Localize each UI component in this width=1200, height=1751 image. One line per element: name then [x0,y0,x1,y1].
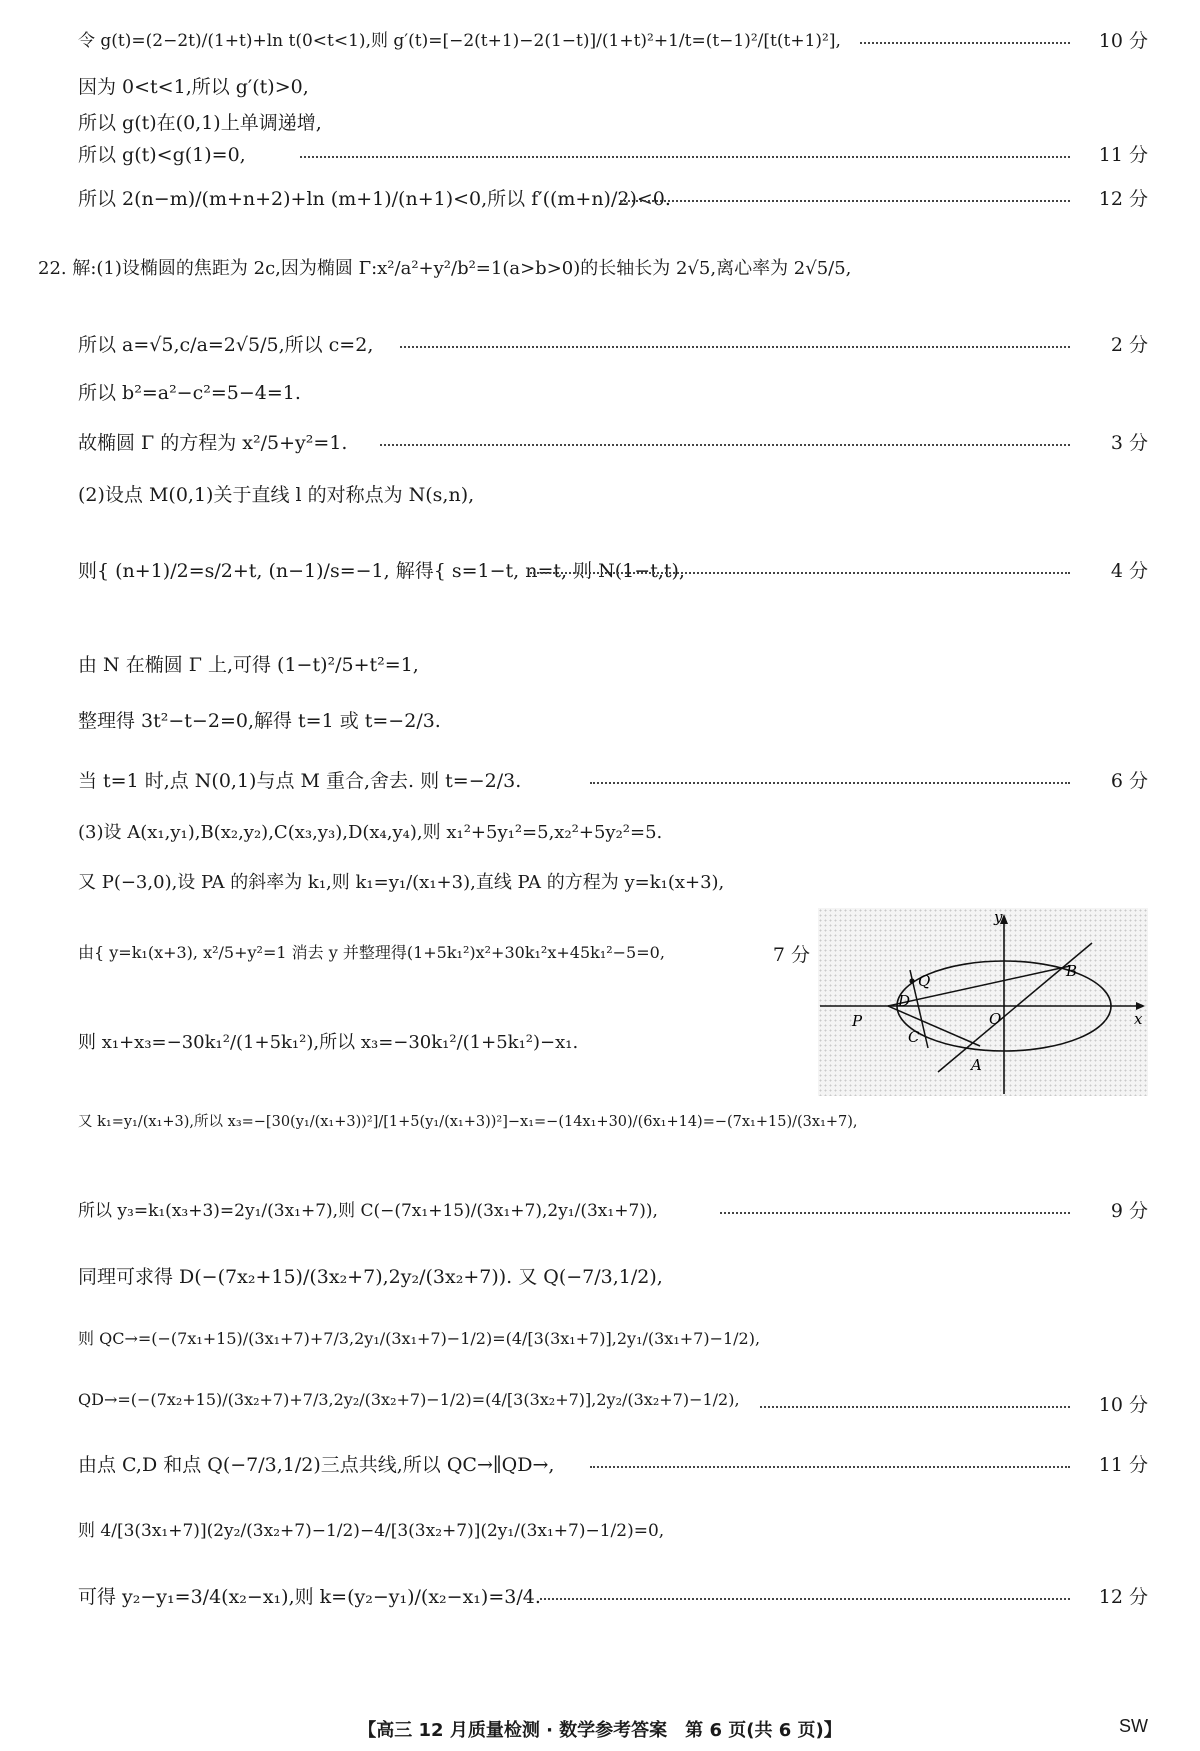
label-p: P [852,1012,863,1030]
score-label: 12 分 [1098,188,1148,210]
line-text: 则 x₁+x₃=−30k₁²/(1+5k₁²),所以 x₃=−30k₁²/(1+5k₁²)−x₁. [78,1032,579,1053]
score-label: 11 分 [1098,1454,1148,1476]
line-text: 由 N 在椭圆 Γ 上,可得 (1−t)²/5+t²=1, [78,654,419,676]
score-label: 11 分 [1098,144,1148,166]
score-label: 2 分 [1110,334,1148,356]
label-o: O [989,1010,1002,1028]
line-pb [888,966,1070,1006]
dot-leader [720,1212,1070,1214]
line-text: 整理得 3t²−t−2=0,解得 t=1 或 t=−2/3. [78,710,441,732]
dot-leader [300,156,1070,158]
label-q: Q [918,972,931,990]
score-label: 6 分 [1110,770,1148,792]
dot-leader [590,1466,1070,1468]
corner-mark: SW [1119,1716,1148,1736]
line-text: 由{ y=k₁(x+3), x²/5+y²=1 消去 y 并整理得(1+5k₁²)x²+30k₁²x+45k₁²−5=0, [78,943,665,962]
line-text: 所以 2(n−m)/(m+n+2)+ln (m+1)/(n+1)<0,所以 f′((m+n)/2)<0. [78,188,671,210]
score-label: 10 分 [1098,1394,1148,1416]
line-text: 又 P(−3,0),设 PA 的斜率为 k₁,则 k₁=y₁/(x₁+3),直线 PA 的方程为 y=k₁(x+3), [78,872,725,893]
dot-leader [590,782,1070,784]
line-text: 所以 y₃=k₁(x₃+3)=2y₁/(3x₁+7),则 C(−(7x₁+15)/(3x₁+7),2y₁/(3x₁+7)), [78,1201,658,1221]
page-footer: 【高三 12 月质量检测 · 数学参考答案 第 6 页(共 6 页)】 [358,1720,842,1741]
line-text: 22. 解:(1)设椭圆的焦距为 2c,因为椭圆 Γ:x²/a²+y²/b²=1(a>b>0)的长轴长为 2√5,离心率为 2√5/5, [38,258,852,279]
line-text: 由点 C,D 和点 Q(−7/3,1/2)三点共线,所以 QC→∥QD→, [78,1454,555,1476]
line-text: 所以 a=√5,c/a=2√5/5,所以 c=2, [78,334,374,356]
line-text: 所以 g(t)<g(1)=0, [78,144,246,166]
dot-leader [760,1406,1070,1408]
line-text: QD→=(−(7x₂+15)/(3x₂+7)+7/3,2y₂/(3x₂+7)−1/2)=(4/[3(3x₂+7)],2y₂/(3x₂+7)−1/2), [78,1390,740,1409]
label-d: D [898,992,911,1010]
dot-leader [540,1598,1070,1600]
line-text: 故椭圆 Γ 的方程为 x²/5+y²=1. [78,432,348,454]
line-text: 则{ (n+1)/2=s/2+t, (n−1)/s=−1, 解得{ s=1−t, n=t, 则 N(1−t,t), [78,560,685,582]
line-text: (3)设 A(x₁,y₁),B(x₂,y₂),C(x₃,y₃),D(x₄,y₄),则 x₁²+5y₁²=5,x₂²+5y₂²=5. [78,822,663,843]
line-text: 所以 g(t)在(0,1)上单调递增, [78,112,322,134]
score-label: 12 分 [1098,1586,1148,1608]
label-y: y [994,908,1003,926]
line-text: 当 t=1 时,点 N(0,1)与点 M 重合,舍去. 则 t=−2/3. [78,770,522,792]
line-text: 令 g(t)=(2−2t)/(1+t)+ln t(0<t<1),则 g′(t)=[−2(t+1)−2(1−t)]/(1+t)²+1/t=(t−1)²/[t(t+1)²], [78,31,841,51]
ellipse-diagram [818,908,1148,1096]
label-b: B [1066,962,1078,980]
line-text: 又 k₁=y₁/(x₁+3),所以 x₃=−[30(y₁/(x₁+3))²]/[1+5(y₁/(x₁+3))²]−x₁=−(14x₁+30)/(6x₁+14)=−(7x₁+15)/(3x₁+7), [78,1114,858,1130]
line-text: 同理可求得 D(−(7x₂+15)/(3x₂+7),2y₂/(3x₂+7)). 又 Q(−7/3,1/2), [78,1266,663,1288]
score-label: 9 分 [1110,1200,1148,1222]
dot-leader [400,346,1070,348]
score-label: 4 分 [1110,560,1148,582]
dot-leader [620,200,1070,202]
line-text: 可得 y₂−y₁=3/4(x₂−x₁),则 k=(y₂−y₁)/(x₂−x₁)=3/4. [78,1586,541,1608]
dot-leader [380,444,1070,446]
score-label: 3 分 [1110,432,1148,454]
score-label: 7 分 [772,944,810,966]
line-text: 则 QC→=(−(7x₁+15)/(3x₁+7)+7/3,2y₁/(3x₁+7)−1/2)=(4/[3(3x₁+7)],2y₁/(3x₁+7)−1/2), [78,1329,761,1348]
x-axis-arrow [1136,1002,1145,1010]
dot-leader [530,572,1070,574]
line-text: 因为 0<t<1,所以 g′(t)>0, [78,76,309,98]
point-q-dot [909,978,914,983]
dot-leader [860,42,1070,44]
line-text: (2)设点 M(0,1)关于直线 l 的对称点为 N(s,n), [78,484,475,506]
label-a: A [971,1056,982,1074]
label-x: x [1134,1010,1143,1028]
score-label: 10 分 [1098,30,1148,52]
label-c: C [908,1028,920,1046]
line-text: 所以 b²=a²−c²=5−4=1. [78,382,301,404]
ellipse-figure [818,908,1148,1096]
line-text: 则 4/[3(3x₁+7)](2y₂/(3x₂+7)−1/2)−4/[3(3x₂+7)](2y₁/(3x₁+7)−1/2)=0, [78,1521,665,1541]
